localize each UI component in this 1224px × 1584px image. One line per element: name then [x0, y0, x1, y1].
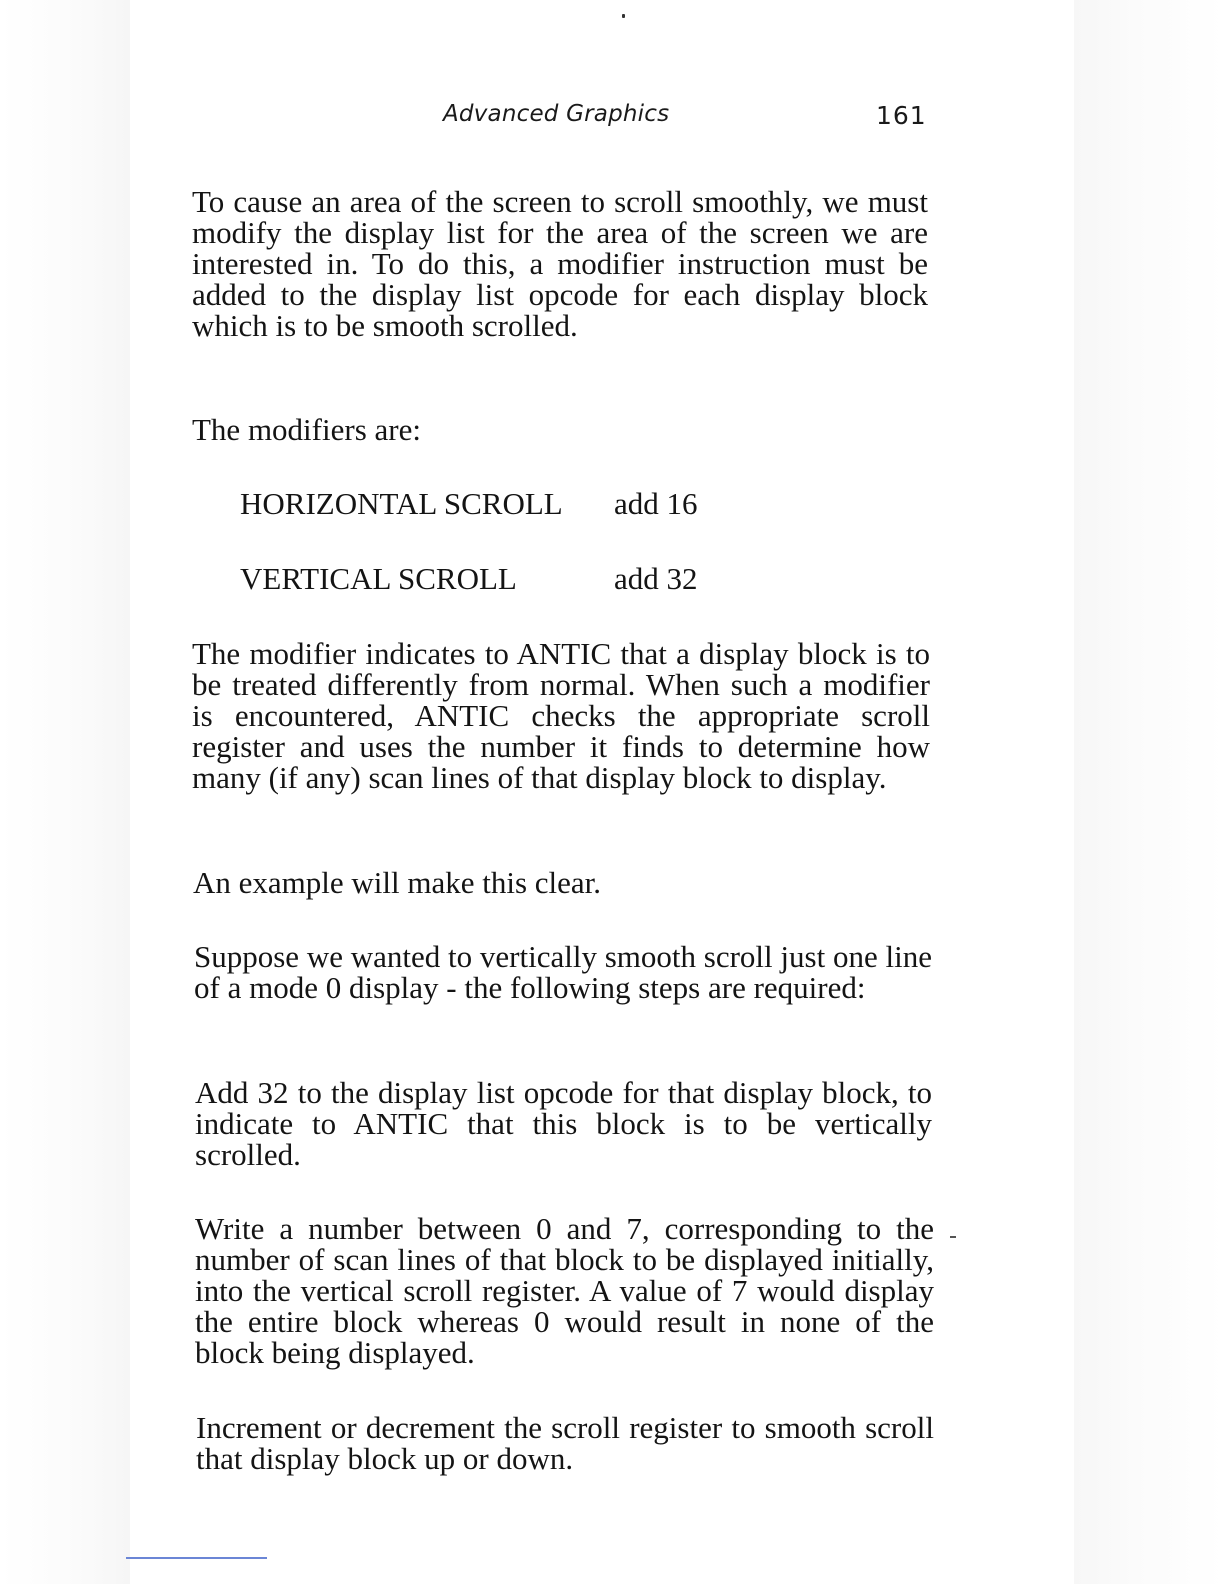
running-title: Advanced Graphics: [443, 101, 670, 127]
modifier-name: HORIZONTAL SCROLL: [240, 486, 563, 521]
paragraph-suppose: Suppose we wanted to vertically smooth scroll just one line of a mode 0 display - the following steps are required:: [194, 939, 932, 1005]
scan-speck: [622, 14, 625, 18]
paragraph-antic-explanation: The modifier indicates to ANTIC that a display block is to be treated differently from normal. When such a modifier is encountered, ANTIC checks the appropriate scroll register and uses the number it finds to determine how many (if any) scan lines of that display block to display.: [192, 636, 930, 795]
paragraph-modifiers-heading: The modifiers are:: [192, 412, 421, 447]
scan-mark: [950, 1236, 956, 1238]
paragraph-step-write: Write a number between 0 and 7, corresponding to the number of scan lines of that block to be displayed initially, into the vertical scroll register. A value of 7 would display the entire block whereas 0 would result in none of the block being displayed.: [195, 1211, 934, 1370]
paragraph-example-intro: An example will make this clear.: [193, 865, 602, 900]
paragraph-step-add: Add 32 to the display list opcode for that display block, to indicate to ANTIC that this block is to be vertically scrolled.: [195, 1075, 932, 1172]
bottom-rule: [126, 1557, 267, 1559]
page-number: 161: [876, 101, 927, 130]
modifier-value: add 32: [614, 561, 698, 596]
modifier-name: VERTICAL SCROLL: [240, 561, 517, 596]
modifier-value: add 16: [614, 486, 698, 521]
paragraph-intro: To cause an area of the screen to scroll smoothly, we must modify the display list for the area of the screen we are interested in. To do this, a modifier instruction must be added to the display list opcode for each display block which is to be smooth scrolled.: [192, 184, 928, 343]
paragraph-step-increment: Increment or decrement the scroll register to smooth scroll that display block up or down.: [196, 1410, 934, 1476]
